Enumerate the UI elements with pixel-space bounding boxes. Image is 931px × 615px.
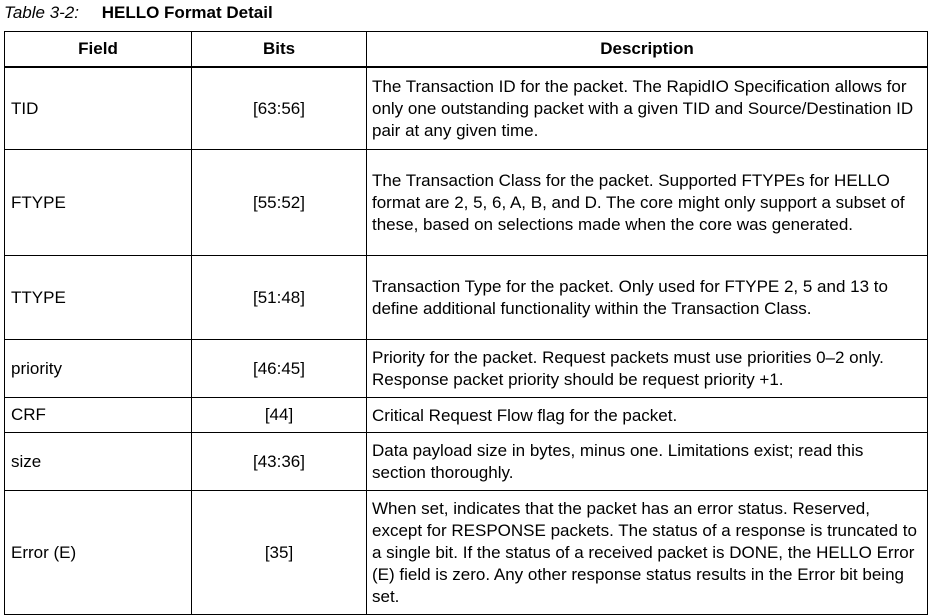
bits-cell: [46:45] — [192, 340, 367, 398]
description-cell: The Transaction ID for the packet. The RapidIO Specification allows for only one outstanding packet with a given TID and Source/Destination ID pair at any given time. — [367, 67, 928, 150]
table-row — [5, 340, 928, 398]
description-cell: Critical Request Flow flag for the packet. — [367, 398, 928, 433]
table-row — [5, 256, 928, 340]
table-header — [5, 32, 928, 68]
field-cell: FTYPE — [5, 150, 192, 256]
description-cell: When set, indicates that the packet has an error status. Reserved, except for RESPONSE packets. The status of a response is truncated to a single bit. If the status of a received packet is DONE, the HELLO Error (E) field is zero. Any other response status results in the Error bit being set. — [367, 491, 928, 615]
description-cell: Transaction Type for the packet. Only used for FTYPE 2, 5 and 13 to define additional functionality within the Transaction Class. — [367, 256, 928, 340]
bits-cell: [35] — [192, 491, 367, 615]
field-cell: CRF — [5, 398, 192, 433]
header-description: Description — [367, 32, 928, 68]
table-number: Table 3-2: — [4, 3, 79, 22]
bits-cell: [55:52] — [192, 150, 367, 256]
header-row — [5, 32, 928, 68]
table-row — [5, 491, 928, 615]
bits-cell: [51:48] — [192, 256, 367, 340]
bits-cell: [44] — [192, 398, 367, 433]
field-cell: priority — [5, 340, 192, 398]
field-cell: TID — [5, 67, 192, 150]
description-cell: The Transaction Class for the packet. Supported FTYPEs for HELLO format are 2, 5, 6, A, B, and D. The core might only support a subset of these, based on selections made when the core was generated. — [367, 150, 928, 256]
header-field: Field — [5, 32, 192, 68]
table-row — [5, 398, 928, 433]
bits-cell: [63:56] — [192, 67, 367, 150]
hello-format-table — [4, 31, 928, 615]
table-title: HELLO Format Detail — [101, 3, 273, 22]
table-row — [5, 433, 928, 491]
table-caption — [4, 2, 273, 24]
bits-cell: [43:36] — [192, 433, 367, 491]
field-cell: size — [5, 433, 192, 491]
description-cell: Data payload size in bytes, minus one. Limitations exist; read this section thoroughly. — [367, 433, 928, 491]
table-row — [5, 67, 928, 150]
table-body — [5, 67, 928, 615]
field-cell: Error (E) — [5, 491, 192, 615]
table-row — [5, 150, 928, 256]
header-bits: Bits — [192, 32, 367, 68]
field-cell: TTYPE — [5, 256, 192, 340]
description-cell: Priority for the packet. Request packets must use priorities 0–2 only. Response packet priority should be request priority +1. — [367, 340, 928, 398]
